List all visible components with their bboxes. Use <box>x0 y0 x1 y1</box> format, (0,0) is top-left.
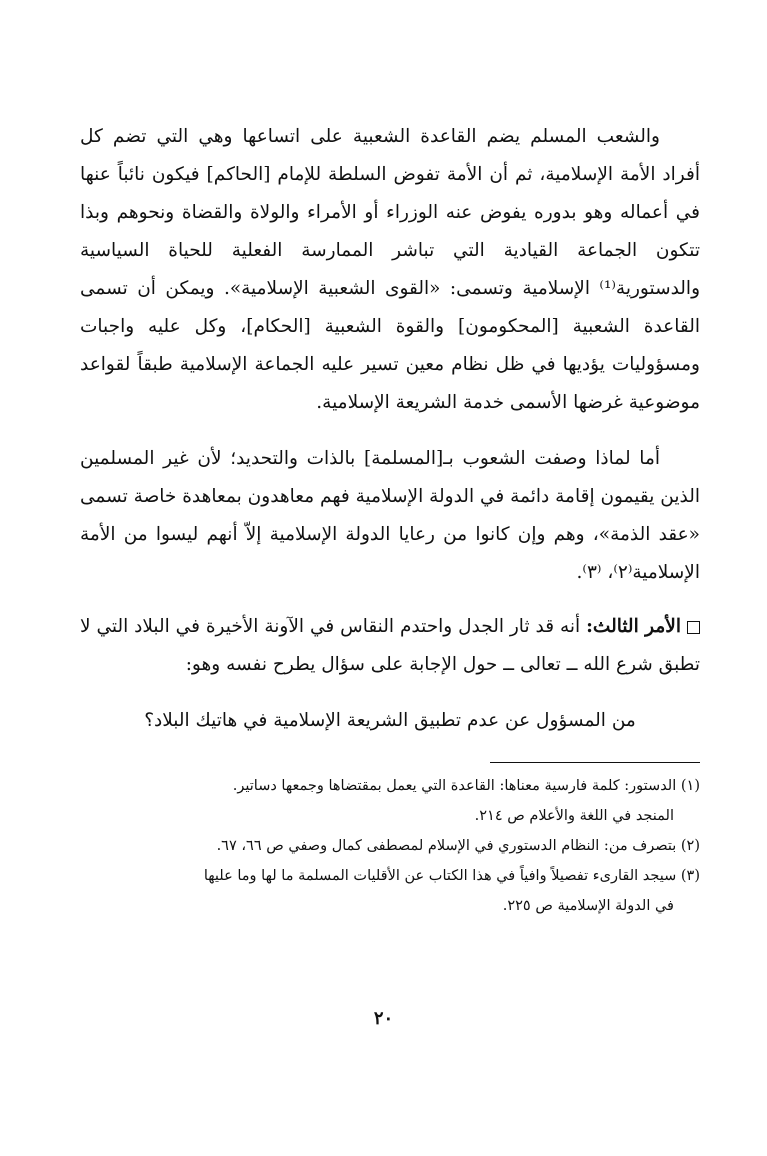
footnote-separator <box>490 762 700 763</box>
question-line: من المسؤول عن عدم تطبيق الشريعة الإسلامية في هاتيك البلاد؟ <box>144 710 636 731</box>
third-matter-text: أنه قد ثار الجدل واحتدم النقاس في الآونة الأخيرة في البلاد التي لا تطبق شرع الله ــ تعالى ــ حول الإجابة على سؤال يطرح نفسه وهو: <box>80 616 700 675</box>
checkbox-icon <box>687 621 700 634</box>
footnote-1 <box>80 771 700 801</box>
footnote-marker: (٢) <box>680 838 700 854</box>
paragraph-1: والشعب المسلم يضم القاعدة الشعبية على اتساعها وهي التي تضم كل أفراد الأمة الإسلامية، ثم أن الأمة تفوض السلطة للإمام [الحاكم] فيكون نائباً عنها في أعماله وهو بدوره يفوض عنه الوزراء أو الأمراء والولاة والقضاة ونحوهم وبذا تتكون الجماعة القيادية التي تباشر الممارسة الفعلية للحياة السياسية والدستورية⁽¹⁾ الإسلامية وتسمى: «القوى الشعبية الإسلامية». ويمكن أن تسمى القاعدة الشعبية [المحكومون] والقوة الشعبية [الحكام]، وكل عليه واجبات ومسؤوليات يؤديها في ظل نظام معين تسير عليه الجماعة الإسلامية طبقاً لقواعد موضوعية غرضها الأسمى خدمة الشريعة الإسلامية. <box>80 126 700 413</box>
footnote-text: الدستور: كلمة فارسية معناها: القاعدة التي يعمل بمقتضاها وجمعها دساتير. <box>232 778 677 794</box>
third-matter-label: الأمر الثالث: <box>586 616 681 637</box>
footnote-2 <box>80 831 700 861</box>
footnote-3 <box>80 861 700 891</box>
paragraph-2: أما لماذا وصفت الشعوب بـ[المسلمة] بالذات والتحديد؛ لأن غير المسلمين الذين يقيمون إقامة دائمة في الدولة الإسلامية فهم معاهدون بمعاهدة خاصة تسمى «عقد الذمة»، وهم وإن كانوا من رعايا الدولة الإسلامية إلاّ أنهم ليسوا من الأمة الإسلامية⁽٢⁾، ⁽٣⁾. <box>80 448 700 583</box>
footnote-marker: (٣) <box>680 868 700 884</box>
footnote-3-continuation: في الدولة الإسلامية ص ٢٢٥. <box>502 898 674 914</box>
third-matter-paragraph <box>80 608 700 684</box>
footnotes <box>80 771 700 921</box>
footnote-marker: (١) <box>680 778 700 794</box>
footnote-text: سيجد القارىء تفصيلاً وافياً في هذا الكتاب عن الأقليات المسلمة ما لها وما عليها <box>203 868 677 884</box>
page-body <box>80 118 700 921</box>
footnote-text: بتصرف من: النظام الدستوري في الإسلام لمصطفى كمال وصفي ص ٦٦، ٦٧. <box>216 838 677 854</box>
footnote-1-continuation: المنجد في اللغة والأعلام ص ٢١٤. <box>474 808 674 824</box>
page-number: ٢٠ <box>373 1008 394 1029</box>
